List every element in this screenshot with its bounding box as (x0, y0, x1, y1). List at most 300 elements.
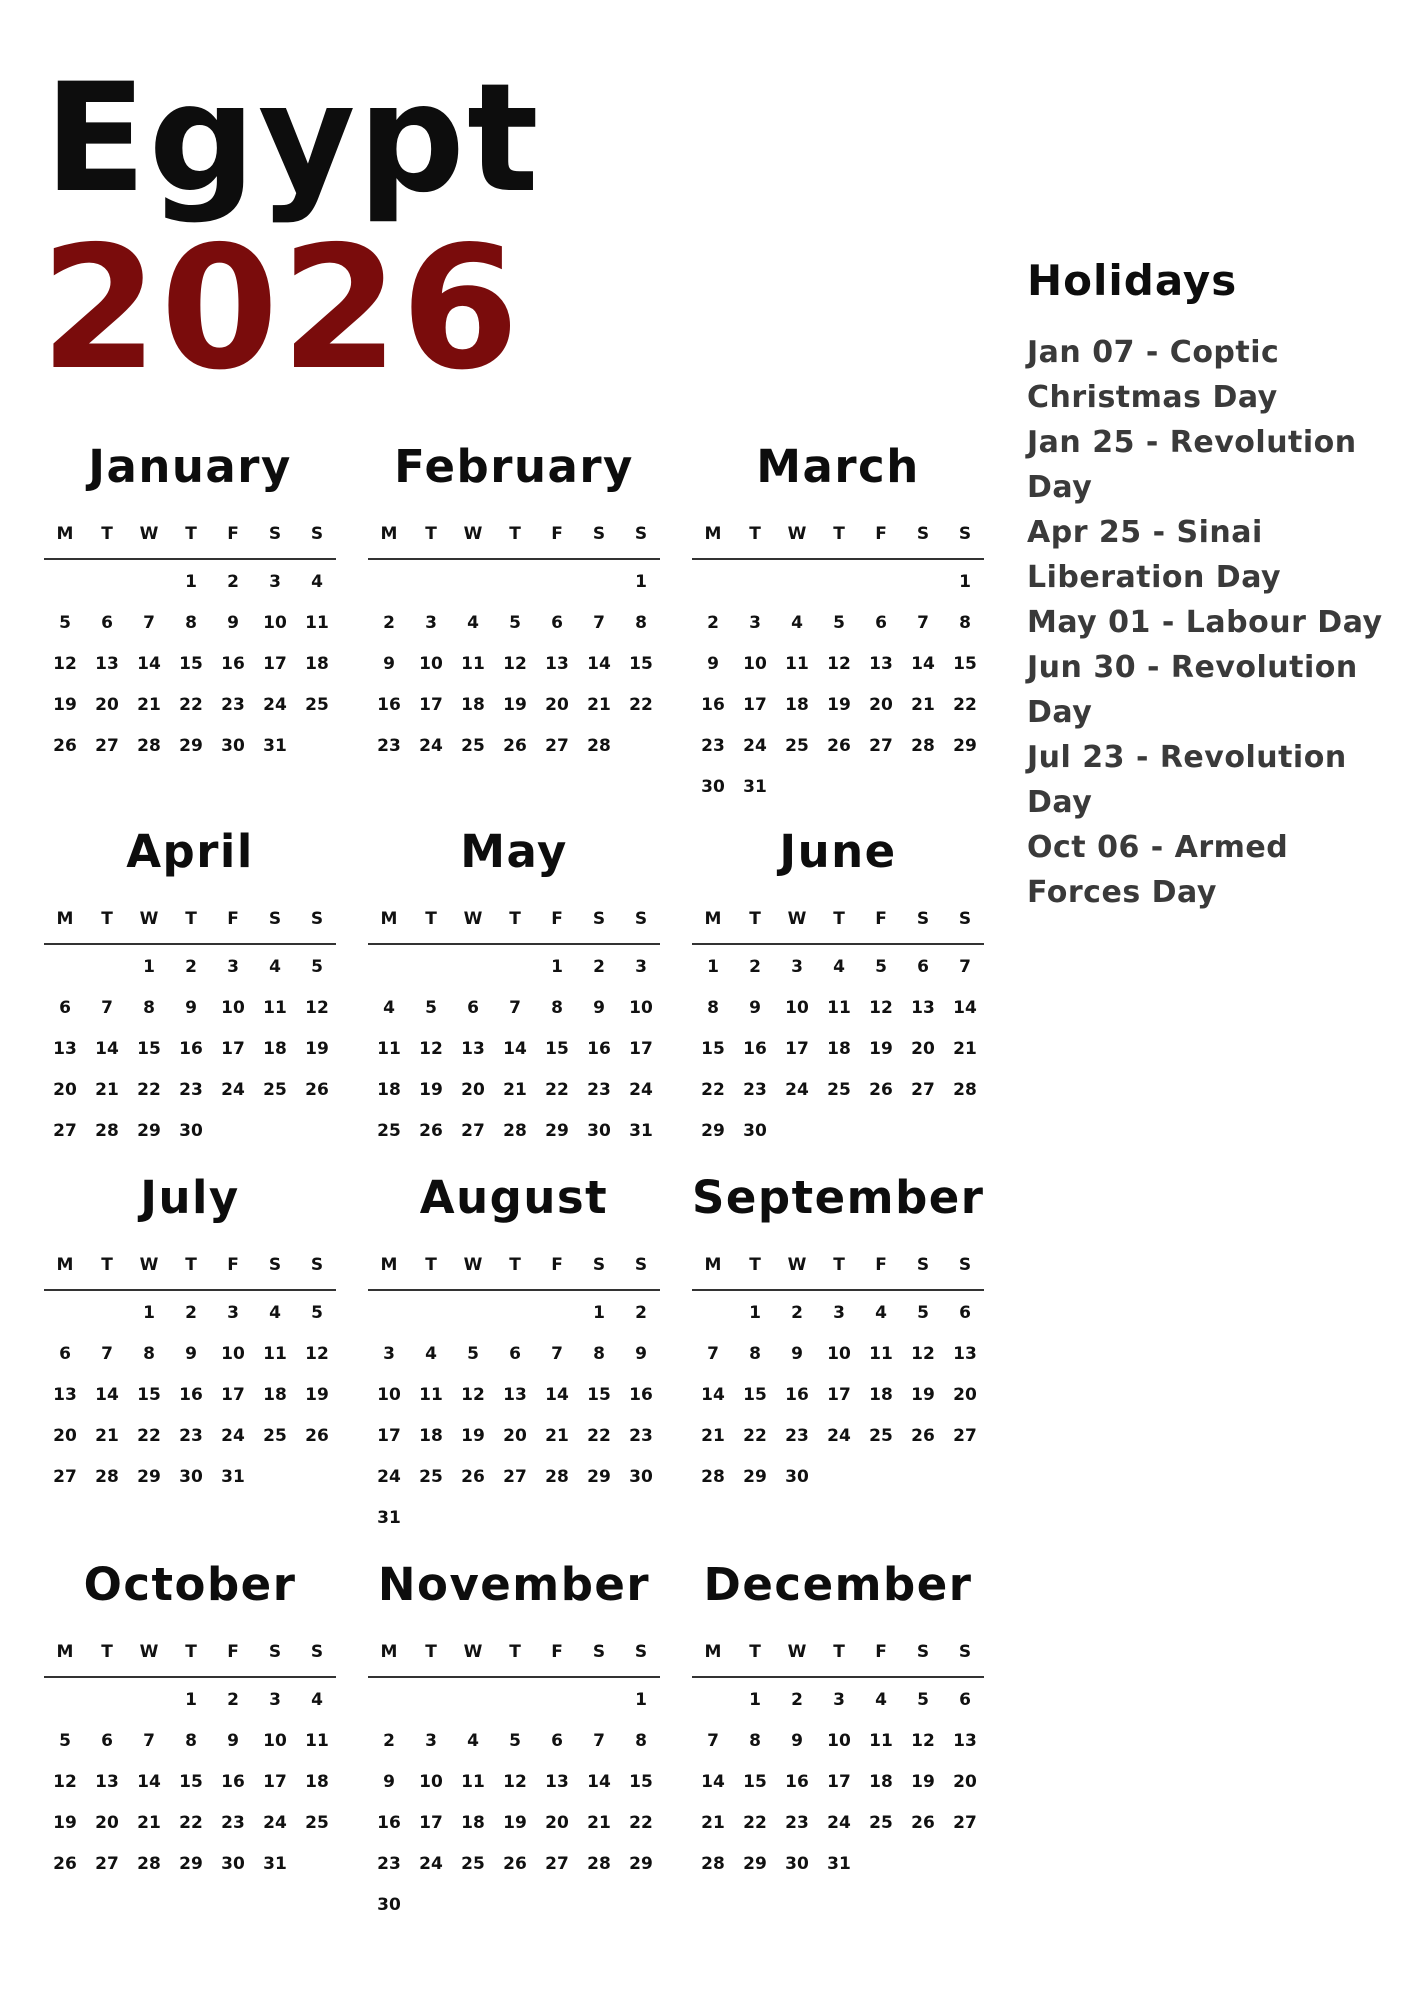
weekday-label: S (634, 909, 648, 929)
day-cell: 15 (545, 1039, 569, 1059)
day-cell: 27 (911, 1080, 935, 1100)
weekday-label: S (592, 524, 606, 544)
weekday-label: M (380, 909, 398, 929)
day-cell: 13 (53, 1039, 77, 1059)
day-cell: 30 (221, 1854, 245, 1874)
weekday-label: T (749, 524, 761, 544)
day-cell: 26 (53, 736, 77, 756)
day-cell: 18 (785, 695, 809, 715)
day-cell: 14 (911, 654, 935, 674)
day-cell: 24 (629, 1080, 653, 1100)
day-cell: 1 (749, 1690, 761, 1710)
day-cell: 2 (791, 1690, 803, 1710)
day-cell: 6 (467, 998, 479, 1018)
day-cell: 11 (827, 998, 851, 1018)
day-cell: 8 (185, 1731, 197, 1751)
day-cell: 19 (53, 1813, 77, 1833)
day-cell: 19 (911, 1772, 935, 1792)
day-cell: 21 (95, 1080, 119, 1100)
day-cell: 1 (959, 572, 971, 592)
month-name: March (756, 440, 920, 493)
weekday-header (44, 1255, 336, 1291)
day-cell: 22 (701, 1080, 725, 1100)
day-cell: 31 (743, 777, 767, 797)
day-cell: 19 (503, 1813, 527, 1833)
day-cell: 4 (269, 957, 281, 977)
day-cell: 18 (461, 695, 485, 715)
weekday-label: T (425, 524, 437, 544)
day-cell: 30 (743, 1121, 767, 1141)
day-cell: 23 (629, 1426, 653, 1446)
day-cell: 28 (503, 1121, 527, 1141)
weekday-header (692, 524, 984, 560)
day-cell: 8 (185, 613, 197, 633)
day-cell: 21 (587, 695, 611, 715)
day-cell: 24 (263, 1813, 287, 1833)
day-cell: 23 (221, 1813, 245, 1833)
holiday-item: May 01 - Labour Day (1027, 605, 1383, 641)
day-cell: 26 (305, 1426, 329, 1446)
day-cell: 1 (185, 1690, 197, 1710)
day-cell: 9 (635, 1344, 647, 1364)
day-cell: 27 (95, 736, 119, 756)
day-cell: 16 (701, 695, 725, 715)
day-cell: 21 (701, 1813, 725, 1833)
day-cell: 20 (953, 1772, 977, 1792)
day-cell: 17 (827, 1772, 851, 1792)
day-cell: 4 (833, 957, 845, 977)
day-cell: 16 (221, 1772, 245, 1792)
day-cell: 11 (869, 1731, 893, 1751)
weekday-label: S (310, 909, 324, 929)
day-cell: 20 (53, 1080, 77, 1100)
holiday-item: Oct 06 - Armed Forces Day (1027, 830, 1289, 911)
day-cell: 5 (59, 1731, 71, 1751)
day-cell: 8 (749, 1731, 761, 1751)
weekday-label: W (463, 1642, 483, 1662)
day-cell: 3 (269, 1690, 281, 1710)
day-cell: 6 (101, 613, 113, 633)
day-cell: 23 (377, 736, 401, 756)
day-cell: 7 (917, 613, 929, 633)
day-cell: 24 (221, 1080, 245, 1100)
day-cell: 18 (377, 1080, 401, 1100)
day-cell: 1 (185, 572, 197, 592)
day-cell: 28 (701, 1467, 725, 1487)
day-cell: 13 (911, 998, 935, 1018)
day-cell: 7 (551, 1344, 563, 1364)
day-cell: 15 (137, 1385, 161, 1405)
day-cell: 12 (419, 1039, 443, 1059)
day-cell: 7 (707, 1344, 719, 1364)
day-cell: 28 (701, 1854, 725, 1874)
day-cell: 19 (305, 1385, 329, 1405)
day-cell: 15 (743, 1772, 767, 1792)
day-cell: 7 (593, 613, 605, 633)
weekday-label: T (749, 1642, 761, 1662)
day-cell: 30 (587, 1121, 611, 1141)
day-cell: 20 (545, 1813, 569, 1833)
weekday-label: S (268, 524, 282, 544)
day-cell: 1 (635, 1690, 647, 1710)
day-cell: 12 (53, 1772, 77, 1792)
weekday-label: W (787, 1255, 807, 1275)
day-cell: 26 (911, 1426, 935, 1446)
weekday-label: M (56, 1255, 74, 1275)
day-cell: 29 (953, 736, 977, 756)
day-cell: 15 (629, 654, 653, 674)
day-cell: 2 (593, 957, 605, 977)
weekday-label: S (916, 1642, 930, 1662)
day-cell: 12 (827, 654, 851, 674)
day-cell: 14 (137, 1772, 161, 1792)
day-cell: 26 (503, 736, 527, 756)
day-cell: 30 (785, 1467, 809, 1487)
day-cell: 8 (749, 1344, 761, 1364)
day-cell: 14 (137, 654, 161, 674)
day-cell: 12 (53, 654, 77, 674)
day-cell: 17 (221, 1039, 245, 1059)
day-cell: 13 (461, 1039, 485, 1059)
weekday-label: T (101, 1255, 113, 1275)
day-cell: 17 (419, 1813, 443, 1833)
day-cell: 8 (593, 1344, 605, 1364)
holiday-item: Jan 07 - Coptic Christmas Day (1027, 335, 1280, 416)
weekday-label: W (463, 524, 483, 544)
weekday-label: M (704, 524, 722, 544)
day-cell: 17 (827, 1385, 851, 1405)
day-cell: 24 (785, 1080, 809, 1100)
day-cell: 1 (749, 1303, 761, 1323)
day-cell: 30 (221, 736, 245, 756)
day-cell: 30 (701, 777, 725, 797)
day-cell: 12 (911, 1344, 935, 1364)
day-cell: 11 (305, 613, 329, 633)
day-cell: 25 (869, 1813, 893, 1833)
day-cell: 10 (377, 1385, 401, 1405)
day-cell: 7 (101, 1344, 113, 1364)
weekday-label: M (380, 1642, 398, 1662)
weekday-label: T (185, 909, 197, 929)
day-cell: 21 (503, 1080, 527, 1100)
weekday-label: W (139, 909, 159, 929)
day-cell: 21 (137, 1813, 161, 1833)
day-cell: 27 (953, 1426, 977, 1446)
day-cell: 15 (179, 654, 203, 674)
weekday-label: S (310, 1642, 324, 1662)
weekday-label: T (509, 909, 521, 929)
holidays-panel (1027, 258, 1397, 915)
day-cell: 12 (911, 1731, 935, 1751)
day-cell: 28 (137, 1854, 161, 1874)
day-cell: 20 (503, 1426, 527, 1446)
day-cell: 20 (545, 695, 569, 715)
day-cell: 25 (305, 1813, 329, 1833)
day-cell: 13 (545, 1772, 569, 1792)
day-cell: 26 (869, 1080, 893, 1100)
month-name: November (377, 1558, 651, 1611)
day-cell: 8 (635, 613, 647, 633)
day-cell: 22 (953, 695, 977, 715)
day-cell: 28 (587, 736, 611, 756)
day-cell: 31 (263, 1854, 287, 1874)
weekday-header (692, 1642, 984, 1678)
weekday-label: S (958, 1255, 972, 1275)
day-cell: 19 (305, 1039, 329, 1059)
day-cell: 6 (551, 1731, 563, 1751)
day-cell: 22 (629, 1813, 653, 1833)
month-name: July (140, 1171, 240, 1224)
day-cell: 14 (587, 1772, 611, 1792)
day-cell: 29 (701, 1121, 725, 1141)
day-cell: 13 (953, 1731, 977, 1751)
day-cell: 16 (629, 1385, 653, 1405)
day-cell: 5 (833, 613, 845, 633)
day-cell: 1 (143, 957, 155, 977)
day-cell: 31 (629, 1121, 653, 1141)
day-cell: 29 (137, 1121, 161, 1141)
day-cell: 24 (743, 736, 767, 756)
day-cell: 18 (263, 1385, 287, 1405)
day-cell: 21 (701, 1426, 725, 1446)
day-cell: 5 (425, 998, 437, 1018)
day-cell: 15 (953, 654, 977, 674)
day-cell: 15 (743, 1385, 767, 1405)
day-cell: 5 (917, 1303, 929, 1323)
weekday-label: S (268, 1255, 282, 1275)
day-cell: 27 (53, 1467, 77, 1487)
day-cell: 3 (227, 957, 239, 977)
day-cell: 22 (743, 1813, 767, 1833)
day-cell: 18 (419, 1426, 443, 1446)
day-cell: 21 (953, 1039, 977, 1059)
day-cell: 5 (311, 1303, 323, 1323)
weekday-label: M (380, 524, 398, 544)
weekday-label: M (56, 909, 74, 929)
day-cell: 8 (551, 998, 563, 1018)
day-cell: 4 (269, 1303, 281, 1323)
day-cell: 31 (263, 736, 287, 756)
day-cell: 22 (179, 1813, 203, 1833)
day-cell: 18 (461, 1813, 485, 1833)
day-cell: 9 (749, 998, 761, 1018)
weekday-header (44, 909, 336, 945)
day-cell: 6 (875, 613, 887, 633)
day-cell: 13 (95, 1772, 119, 1792)
day-cell: 3 (383, 1344, 395, 1364)
holiday-item: Jul 23 - Revolution Day (1027, 740, 1347, 821)
day-cell: 5 (509, 1731, 521, 1751)
day-cell: 9 (185, 1344, 197, 1364)
day-cell: 28 (95, 1121, 119, 1141)
day-cell: 23 (221, 695, 245, 715)
day-cell: 2 (749, 957, 761, 977)
weekday-label: S (634, 524, 648, 544)
day-cell: 2 (383, 1731, 395, 1751)
day-cell: 3 (425, 613, 437, 633)
weekday-label: M (704, 1642, 722, 1662)
day-cell: 10 (827, 1344, 851, 1364)
day-cell: 23 (587, 1080, 611, 1100)
day-cell: 28 (137, 736, 161, 756)
day-cell: 31 (827, 1854, 851, 1874)
day-cell: 23 (743, 1080, 767, 1100)
month-name: December (703, 1558, 973, 1611)
day-cell: 9 (227, 613, 239, 633)
day-cell: 4 (875, 1690, 887, 1710)
day-cell: 17 (377, 1426, 401, 1446)
day-cell: 10 (221, 1344, 245, 1364)
day-cell: 29 (545, 1121, 569, 1141)
day-cell: 6 (509, 1344, 521, 1364)
day-cell: 28 (545, 1467, 569, 1487)
day-cell: 22 (179, 695, 203, 715)
day-cell: 13 (503, 1385, 527, 1405)
day-cell: 20 (95, 1813, 119, 1833)
day-cell: 19 (869, 1039, 893, 1059)
day-cell: 14 (545, 1385, 569, 1405)
weekday-label: F (875, 909, 887, 929)
day-cell: 4 (311, 572, 323, 592)
weekday-label: T (101, 524, 113, 544)
day-cell: 11 (419, 1385, 443, 1405)
day-cell: 30 (629, 1467, 653, 1487)
weekday-header (44, 524, 336, 560)
day-cell: 19 (503, 695, 527, 715)
day-cell: 15 (587, 1385, 611, 1405)
day-cell: 26 (53, 1854, 77, 1874)
day-cell: 25 (827, 1080, 851, 1100)
day-cell: 11 (461, 654, 485, 674)
day-cell: 1 (707, 957, 719, 977)
day-cell: 14 (587, 654, 611, 674)
day-cell: 20 (95, 695, 119, 715)
day-cell: 7 (143, 613, 155, 633)
day-cell: 3 (227, 1303, 239, 1323)
day-cell: 12 (503, 654, 527, 674)
weekday-label: T (509, 1255, 521, 1275)
day-cell: 8 (143, 1344, 155, 1364)
month-name: September (692, 1171, 985, 1224)
day-cell: 29 (743, 1854, 767, 1874)
day-cell: 1 (551, 957, 563, 977)
day-cell: 14 (95, 1039, 119, 1059)
page-year: 2026 (40, 210, 522, 408)
month-name: August (419, 1171, 609, 1224)
page-title: Egypt (44, 52, 541, 226)
day-cell: 22 (137, 1426, 161, 1446)
day-cell: 15 (179, 1772, 203, 1792)
day-cell: 12 (305, 998, 329, 1018)
weekday-label: F (551, 909, 563, 929)
day-cell: 19 (911, 1385, 935, 1405)
day-cell: 6 (101, 1731, 113, 1751)
weekday-label: W (787, 1642, 807, 1662)
day-cell: 8 (707, 998, 719, 1018)
day-cell: 2 (383, 613, 395, 633)
weekday-label: T (101, 909, 113, 929)
weekday-header (368, 1255, 660, 1291)
day-cell: 16 (587, 1039, 611, 1059)
weekday-label: M (380, 1255, 398, 1275)
day-cell: 4 (791, 613, 803, 633)
day-cell: 17 (785, 1039, 809, 1059)
weekday-label: F (551, 524, 563, 544)
month-name: May (460, 825, 568, 878)
weekday-label: S (268, 909, 282, 929)
weekday-label: W (787, 524, 807, 544)
day-cell: 19 (419, 1080, 443, 1100)
day-cell: 4 (425, 1344, 437, 1364)
weekday-label: M (56, 1642, 74, 1662)
day-cell: 28 (953, 1080, 977, 1100)
day-cell: 9 (791, 1731, 803, 1751)
weekday-label: T (749, 1255, 761, 1275)
weekday-label: T (833, 1255, 845, 1275)
day-cell: 21 (911, 695, 935, 715)
day-cell: 11 (869, 1344, 893, 1364)
day-cell: 3 (635, 957, 647, 977)
day-cell: 9 (383, 1772, 395, 1792)
day-cell: 13 (953, 1344, 977, 1364)
day-cell: 10 (629, 998, 653, 1018)
day-cell: 9 (227, 1731, 239, 1751)
weekday-label: M (56, 524, 74, 544)
day-cell: 23 (785, 1813, 809, 1833)
day-cell: 1 (635, 572, 647, 592)
day-cell: 29 (137, 1467, 161, 1487)
day-cell: 7 (593, 1731, 605, 1751)
day-cell: 27 (869, 736, 893, 756)
day-cell: 3 (791, 957, 803, 977)
day-cell: 24 (419, 1854, 443, 1874)
weekday-label: S (958, 909, 972, 929)
weekday-label: F (227, 1642, 239, 1662)
day-cell: 21 (137, 695, 161, 715)
day-cell: 11 (461, 1772, 485, 1792)
weekday-label: S (592, 1642, 606, 1662)
weekday-label: W (463, 1255, 483, 1275)
day-cell: 24 (419, 736, 443, 756)
weekday-header (368, 524, 660, 560)
day-cell: 27 (95, 1854, 119, 1874)
day-cell: 15 (629, 1772, 653, 1792)
weekday-label: S (592, 909, 606, 929)
day-cell: 2 (791, 1303, 803, 1323)
weekday-label: T (185, 1642, 197, 1662)
day-cell: 26 (827, 736, 851, 756)
holidays-list (1027, 330, 1397, 915)
weekday-label: T (425, 909, 437, 929)
holidays-title: Holidays (1027, 256, 1238, 305)
day-cell: 18 (869, 1772, 893, 1792)
weekday-header (692, 909, 984, 945)
day-cell: 18 (827, 1039, 851, 1059)
day-cell: 9 (593, 998, 605, 1018)
day-cell: 11 (785, 654, 809, 674)
day-cell: 16 (785, 1385, 809, 1405)
weekday-label: F (551, 1642, 563, 1662)
day-cell: 13 (95, 654, 119, 674)
day-cell: 14 (953, 998, 977, 1018)
day-cell: 5 (311, 957, 323, 977)
day-cell: 2 (635, 1303, 647, 1323)
weekday-label: S (634, 1255, 648, 1275)
weekday-label: S (634, 1642, 648, 1662)
day-cell: 21 (95, 1426, 119, 1446)
month-name: June (779, 825, 897, 878)
weekday-label: T (185, 1255, 197, 1275)
